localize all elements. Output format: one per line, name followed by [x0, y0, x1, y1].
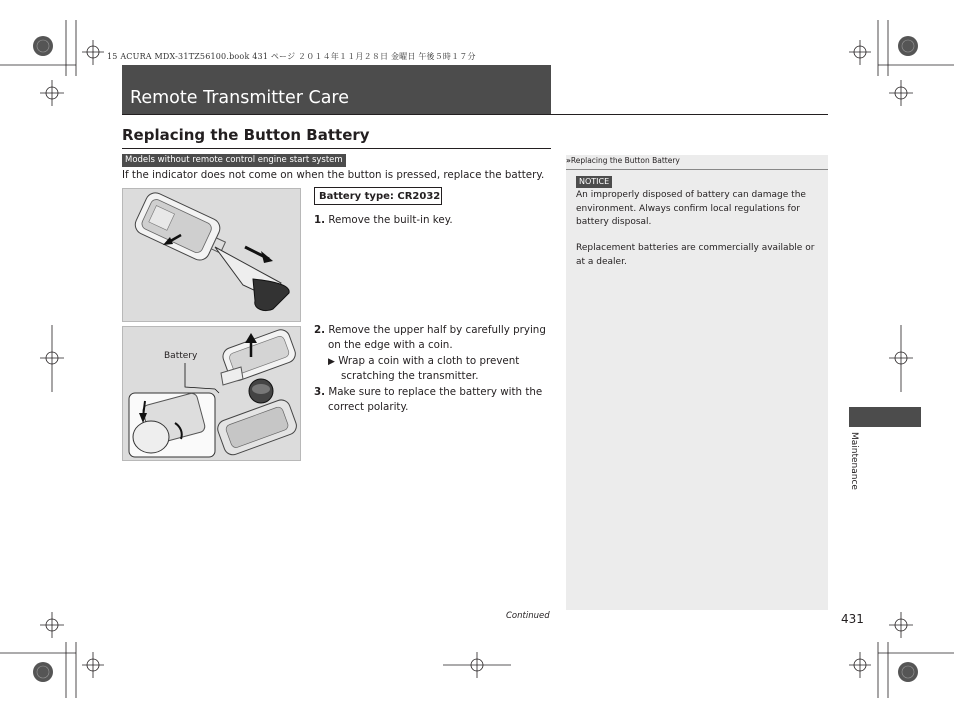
note-line: Replacement batteries are commercially available or [576, 243, 815, 253]
step-1-text: Remove the built-in key. [328, 214, 453, 226]
notice-line: An improperly disposed of battery can damage the [576, 190, 806, 200]
battery-type-box: Battery type: CR2032 [314, 187, 442, 205]
replacement-note [576, 242, 816, 269]
sidebar-reference [566, 156, 680, 165]
notice-text [576, 189, 816, 230]
notice-line: environment. Always confirm local regulations for [576, 203, 800, 214]
battery-label: Battery [164, 351, 198, 361]
triangle-bullet-icon: ▶ [328, 357, 335, 367]
sidebar-rule [566, 169, 828, 170]
chapter-label: Maintenance [849, 432, 859, 490]
page-title: Remote Transmitter Care [130, 88, 350, 108]
chapter-tab [849, 407, 921, 427]
step-3 [314, 385, 542, 401]
step-2-text-line2: on the edge with a coin. [328, 339, 453, 351]
models-tag: Models without remote control engine start system [122, 154, 346, 167]
page-number: 431 [841, 612, 864, 626]
notice-line: battery disposal. [576, 217, 652, 227]
intro-text: If the indicator does not come on when the button is pressed, replace the battery. [122, 169, 545, 181]
step-3-text-line2: correct polarity. [328, 401, 409, 413]
step-2 [314, 323, 546, 339]
battery-replacement-illustration [123, 327, 300, 460]
section-heading: Replacing the Button Battery [122, 126, 370, 144]
step-1-number: 1. [314, 214, 326, 226]
step-1 [314, 213, 453, 229]
section-rule [122, 148, 551, 149]
key-removal-illustration [123, 189, 300, 321]
subnote-line1: Wrap a coin with a cloth to prevent [338, 355, 520, 367]
figure-replace-battery [122, 326, 301, 461]
print-header: 15 ACURA MDX-31TZ56100.book 431 ページ ２０１４年１１月２８日 金曜日 午後５時１７分 [107, 52, 476, 61]
double-chevron-icon: » [566, 156, 571, 165]
subnote-line2: scratching the transmitter. [341, 370, 479, 382]
title-rule [122, 114, 828, 115]
continued-label: Continued [506, 611, 550, 621]
step-3-text-line1: Make sure to replace the battery with the [328, 386, 543, 398]
note-line: at a dealer. [576, 256, 627, 267]
step-2-text-line1: Remove the upper half by carefully prying [328, 324, 546, 336]
step-2-number: 2. [314, 324, 326, 336]
figure-remove-key [122, 188, 301, 322]
notice-badge: NOTICE [576, 176, 612, 188]
step-3-number: 3. [314, 386, 326, 398]
sidebar-reference-text: Replacing the Button Battery [570, 156, 680, 165]
